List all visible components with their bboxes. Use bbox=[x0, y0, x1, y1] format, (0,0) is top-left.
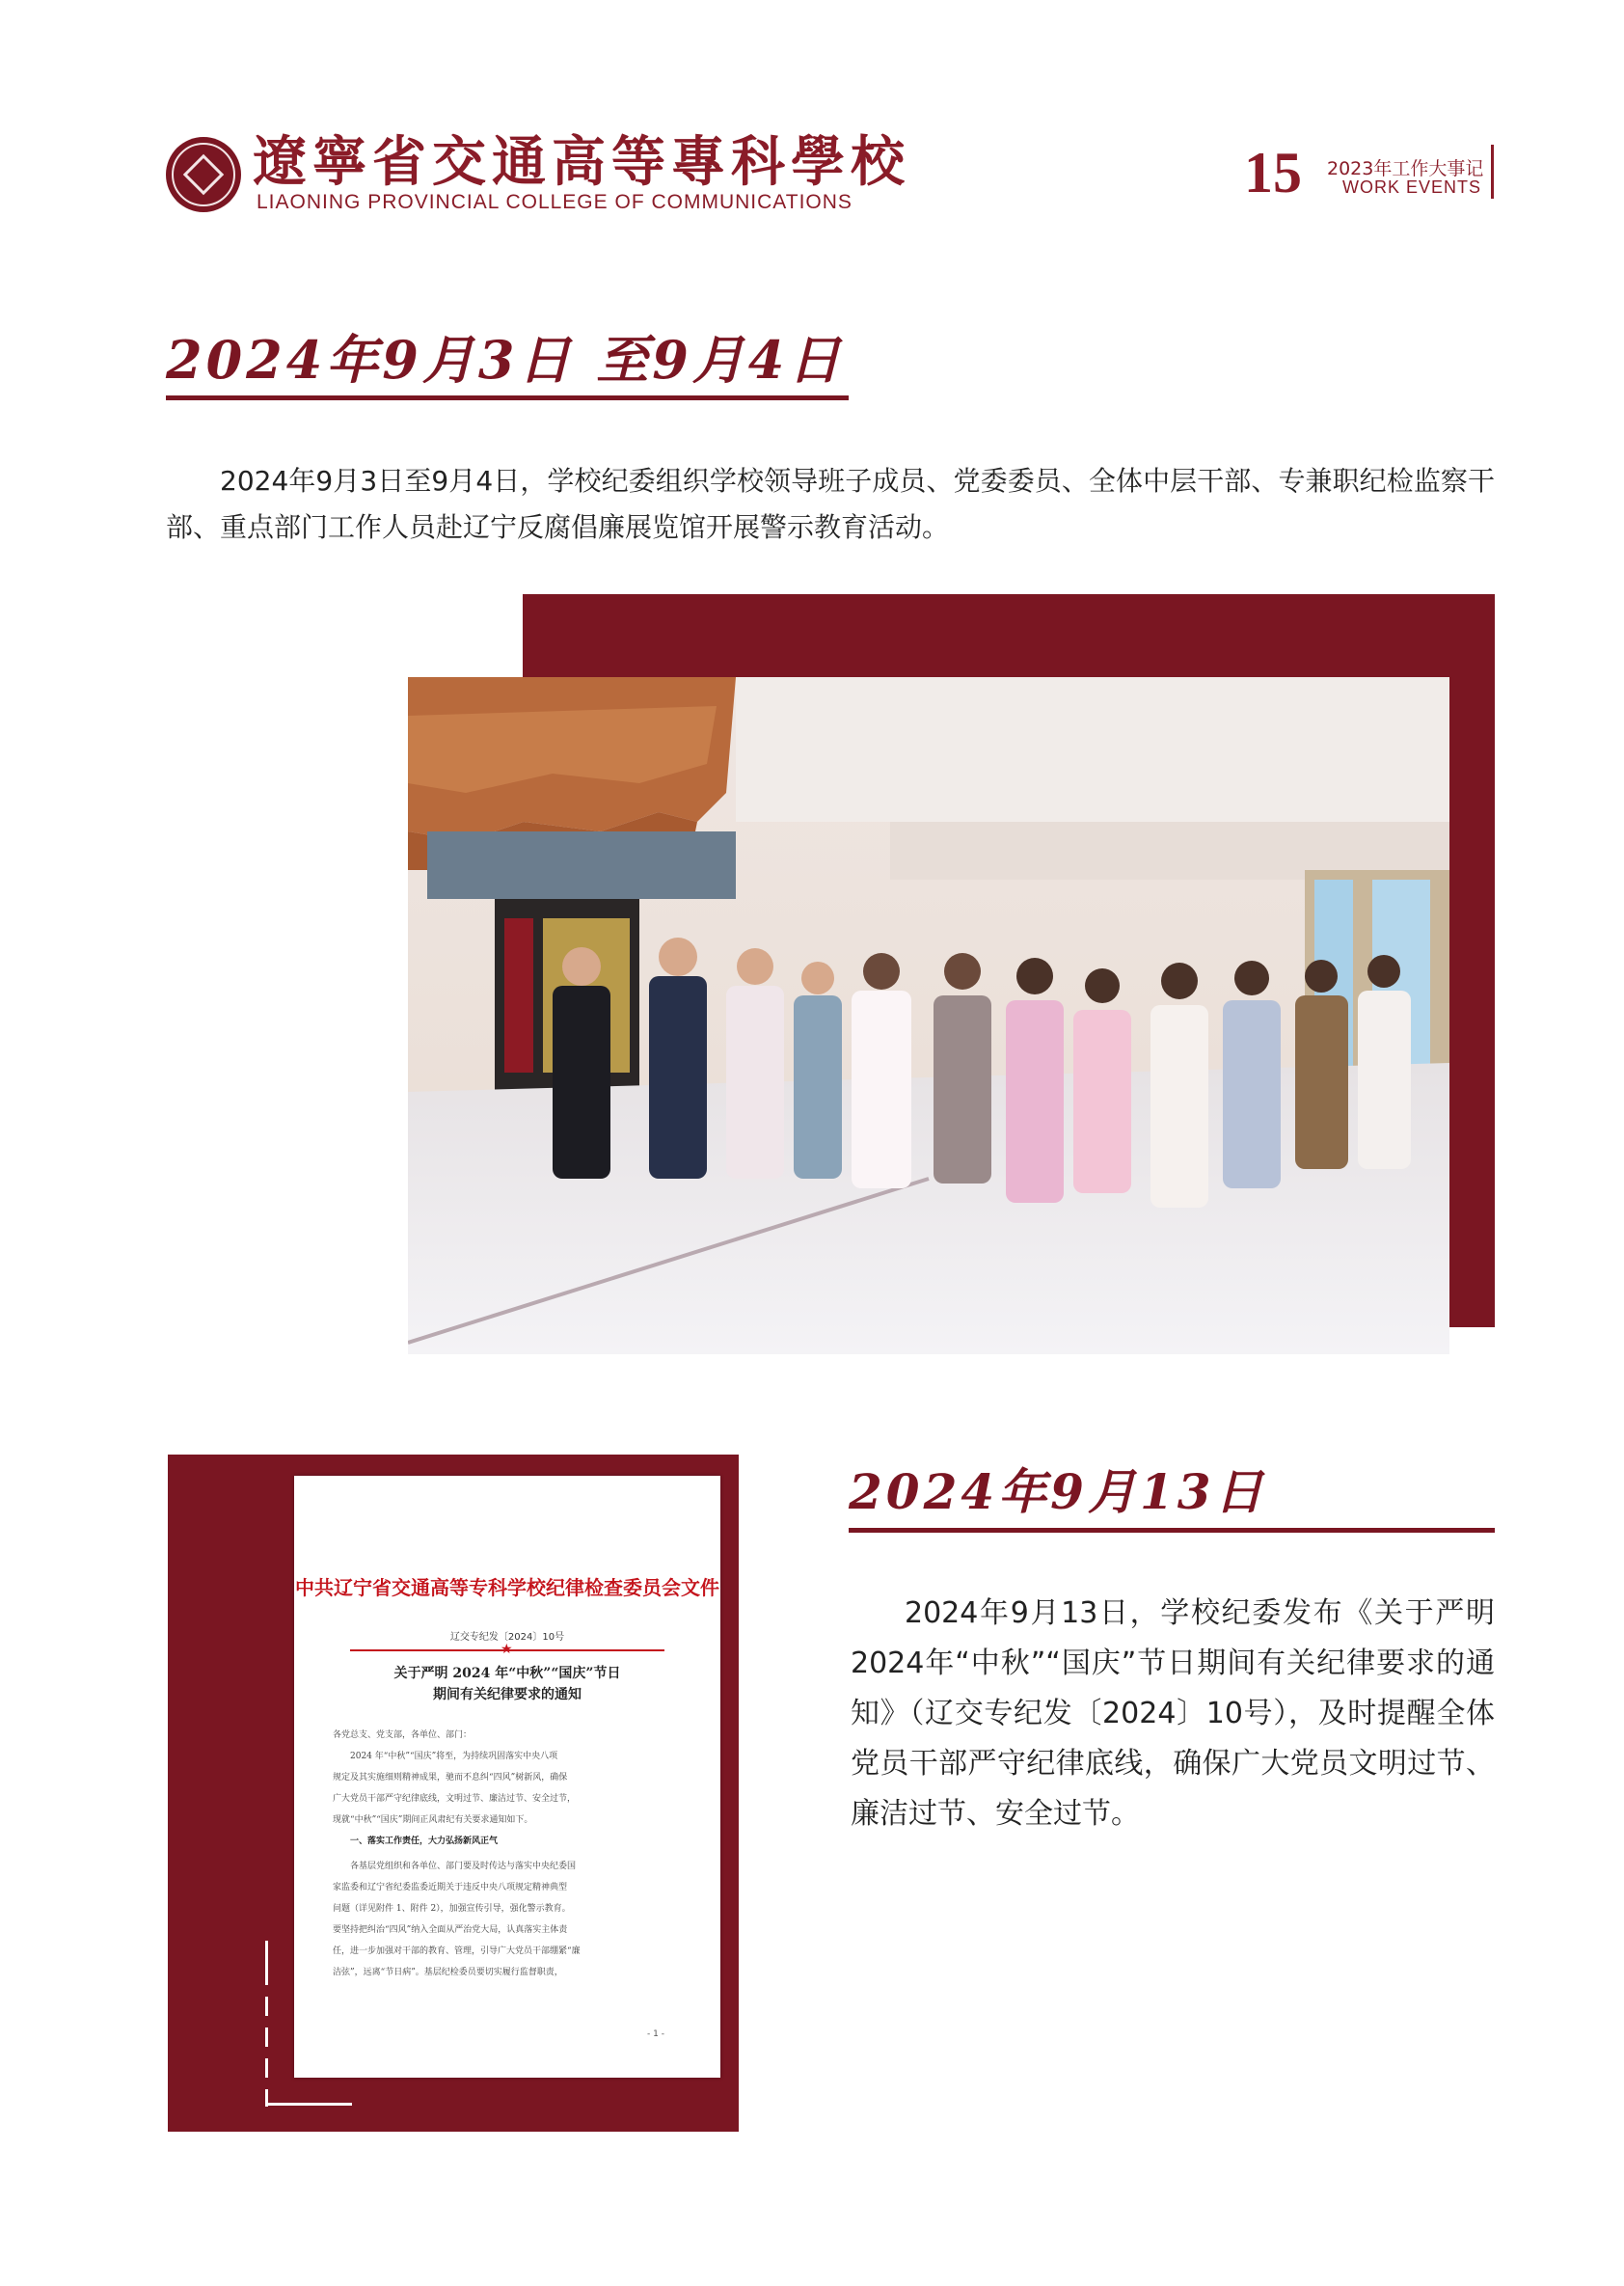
dash-decoration bbox=[265, 2027, 268, 2047]
dash-decoration bbox=[265, 1997, 268, 2016]
dash-decoration bbox=[265, 1941, 268, 1985]
document-body-line: 各基层党组织和各单位、部门要及时传达与落实中央纪委国 bbox=[333, 1862, 577, 1871]
document-body-line: 现就“中秋”“国庆”期间正风肃纪有关要求通知如下。 bbox=[333, 1815, 533, 1825]
dash-decoration bbox=[265, 2103, 352, 2106]
header-divider bbox=[1491, 145, 1494, 199]
document-body-line: 2024 年“中秋”“国庆”将至，为持续巩固落实中央八项 bbox=[333, 1752, 558, 1761]
document-header: 中共辽宁省交通高等专科学校纪律检查委员会文件 bbox=[295, 1576, 719, 1599]
document-number: 辽交专纪发〔2024〕10号 bbox=[449, 1632, 565, 1643]
document-body-line: 规定及其实施细则精神成果，驰而不息纠“四风”树新风，确保 bbox=[333, 1773, 568, 1783]
heading-underline bbox=[166, 395, 849, 400]
document-body-line: 任，进一步加强对干部的教育、管理，引导广大党员干部绷紧“廉 bbox=[333, 1946, 581, 1956]
school-logo-seal bbox=[166, 137, 241, 212]
dash-decoration bbox=[265, 2058, 268, 2078]
event-description: 2024年9月3日至9月4日，学校纪委组织学校领导班子成员、党委委员、全体中层干部、专兼职纪检监察干部、重点部门工作人员赴辽宁反腐倡廉展览馆开展警示教育活动。 bbox=[166, 465, 1495, 543]
star-icon: ★ bbox=[501, 1642, 513, 1657]
school-name-en: LIAONING PROVINCIAL COLLEGE OF COMMUNICATIONS bbox=[257, 191, 853, 213]
document-page-number: - 1 - bbox=[647, 2029, 664, 2039]
document-body-line: 要坚持把纠治“四风”纳入全面从严治党大局，认真落实主体责 bbox=[333, 1925, 568, 1935]
section-title-en: WORK EVENTS bbox=[1342, 177, 1482, 197]
event-description: 2024年9月13日，学校纪委发布《关于严明2024年“中秋”“国庆”节日期间有关纪律要求的通知》（辽交专纪发〔2024〕10号），及时提醒全体党员干部严守纪律底线，确保广大党员文明过节、廉洁过节、安全过节。 bbox=[851, 1596, 1495, 1831]
notice-document-image bbox=[294, 1476, 720, 2078]
document-body-line: 问题（详见附件 1、附件 2），加强宣传引导，强化警示教育。 bbox=[333, 1904, 571, 1914]
event-date-heading: 2024年9月3日 至9月4日 bbox=[166, 329, 845, 391]
document-body-line: 洁弦”，远离“节日病”。基层纪检委员要切实履行监督职责， bbox=[333, 1968, 563, 1977]
document-title: 期间有关纪律要求的通知 bbox=[433, 1687, 582, 1702]
document-body-line: 广大党员干部严守纪律底线，文明过节、廉洁过节、安全过节， bbox=[333, 1794, 577, 1804]
section-title-cn: 2023年工作大事记 bbox=[1327, 158, 1484, 179]
event-date-heading: 2024年9月13日 bbox=[849, 1463, 1267, 1520]
document-body-line: 各党总支、党支部，各单位、部门： bbox=[333, 1730, 473, 1740]
heading-underline bbox=[849, 1528, 1495, 1533]
document-body-line: 家监委和辽宁省纪委监委近期关于违反中央八项规定精神典型 bbox=[333, 1883, 568, 1892]
document-title: 关于严明 2024 年“中秋”“国庆”节日 bbox=[393, 1666, 621, 1681]
page-number: 15 bbox=[1244, 141, 1302, 204]
event-photo bbox=[408, 677, 1449, 1354]
document-section-heading: 一、落实工作责任，大力弘扬新风正气 bbox=[333, 1837, 499, 1846]
school-name-cn: 遼寧省交通高等專科學校 bbox=[253, 130, 910, 194]
